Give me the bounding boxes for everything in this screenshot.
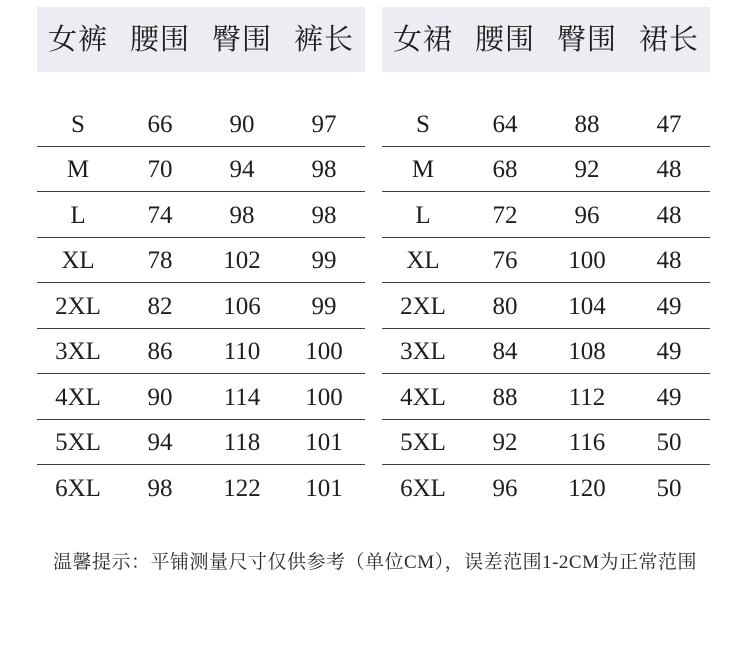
size-table-skirt bbox=[382, 7, 710, 511]
table-cell: 80 bbox=[492, 292, 518, 320]
table-cell: 48 bbox=[656, 201, 682, 229]
table-cell: 49 bbox=[656, 338, 682, 366]
table-cell: 74 bbox=[147, 201, 173, 229]
table-cell: M bbox=[66, 156, 90, 184]
header-cell: 腰围 bbox=[474, 24, 535, 56]
measurement-note: 温馨提示：平铺测量尺寸仅供参考（单位CM），误差范围1-2CM为正常范围 bbox=[53, 551, 697, 573]
table-cell: 100 bbox=[568, 247, 606, 275]
table-cell: 68 bbox=[492, 156, 518, 184]
table-row bbox=[382, 374, 710, 420]
table-cell: 4XL bbox=[55, 383, 101, 411]
table-cell: 76 bbox=[492, 247, 518, 275]
table-cell: 92 bbox=[492, 429, 518, 457]
header-cell: 臀围 bbox=[556, 24, 617, 56]
table-cell: 4XL bbox=[400, 383, 446, 411]
table-cell: S bbox=[71, 110, 85, 138]
header-cell: 裙长 bbox=[638, 24, 699, 56]
table-row bbox=[382, 101, 710, 147]
table-cell: 96 bbox=[492, 475, 518, 503]
table-row bbox=[37, 101, 365, 147]
header-cell: 女裙 bbox=[392, 24, 453, 56]
table-cell: 2XL bbox=[400, 292, 446, 320]
table-cell: 100 bbox=[305, 383, 343, 411]
table-cell: 3XL bbox=[55, 338, 101, 366]
table-cell: 90 bbox=[229, 110, 255, 138]
table-cell: 82 bbox=[147, 292, 173, 320]
table-row bbox=[382, 329, 710, 375]
table-row bbox=[37, 420, 365, 466]
table-cell: 98 bbox=[147, 475, 173, 503]
table-cell: 120 bbox=[568, 475, 606, 503]
table-cell: 94 bbox=[229, 156, 255, 184]
header-cell: 腰围 bbox=[129, 24, 190, 56]
table-body-pants bbox=[37, 101, 365, 511]
table-cell: 88 bbox=[492, 383, 518, 411]
table-cell: 49 bbox=[656, 292, 682, 320]
size-table-pants bbox=[37, 7, 365, 511]
table-cell: M bbox=[411, 156, 435, 184]
table-row bbox=[37, 329, 365, 375]
header-cell: 裤长 bbox=[293, 24, 354, 56]
table-cell: 64 bbox=[492, 110, 518, 138]
table-cell: 99 bbox=[311, 247, 337, 275]
table-cell: 96 bbox=[574, 201, 600, 229]
table-cell: XL bbox=[61, 247, 95, 275]
table-cell: L bbox=[415, 201, 431, 229]
table-cell: 88 bbox=[574, 110, 600, 138]
table-row bbox=[37, 374, 365, 420]
table-cell: 48 bbox=[656, 156, 682, 184]
table-cell: 118 bbox=[223, 429, 261, 457]
table-cell: 102 bbox=[223, 247, 261, 275]
table-cell: 50 bbox=[656, 475, 682, 503]
table-cell: 94 bbox=[147, 429, 173, 457]
table-cell: 47 bbox=[656, 110, 682, 138]
table-cell: 90 bbox=[147, 383, 173, 411]
table-row bbox=[382, 238, 710, 284]
table-cell: 6XL bbox=[55, 475, 101, 503]
table-cell: 106 bbox=[223, 292, 261, 320]
table-cell: 112 bbox=[568, 383, 606, 411]
table-cell: 6XL bbox=[400, 475, 446, 503]
header-cell: 女裤 bbox=[47, 24, 108, 56]
table-cell: 3XL bbox=[400, 338, 446, 366]
table-cell: 66 bbox=[147, 110, 173, 138]
table-cell: 101 bbox=[305, 429, 343, 457]
table-cell: 50 bbox=[656, 429, 682, 457]
table-cell: 86 bbox=[147, 338, 173, 366]
table-cell: 5XL bbox=[400, 429, 446, 457]
table-row bbox=[382, 465, 710, 511]
table-row bbox=[37, 192, 365, 238]
table-body-skirt bbox=[382, 101, 710, 511]
table-row bbox=[382, 283, 710, 329]
table-row bbox=[382, 420, 710, 466]
table-cell: S bbox=[416, 110, 430, 138]
table-cell: 114 bbox=[223, 383, 261, 411]
table-row bbox=[382, 192, 710, 238]
table-cell: 84 bbox=[492, 338, 518, 366]
table-cell: 97 bbox=[311, 110, 337, 138]
table-cell: 122 bbox=[223, 475, 261, 503]
table-cell: 104 bbox=[568, 292, 606, 320]
table-row bbox=[37, 283, 365, 329]
table-cell: L bbox=[70, 201, 86, 229]
table-row bbox=[37, 238, 365, 284]
header-cell: 臀围 bbox=[211, 24, 272, 56]
table-cell: 49 bbox=[656, 383, 682, 411]
table-cell: 110 bbox=[223, 338, 261, 366]
table-cell: 101 bbox=[305, 475, 343, 503]
table-cell: 5XL bbox=[55, 429, 101, 457]
table-row bbox=[37, 147, 365, 193]
table-cell: 98 bbox=[229, 201, 255, 229]
table-cell: 99 bbox=[311, 292, 337, 320]
table-cell: 78 bbox=[147, 247, 173, 275]
table-cell: 92 bbox=[574, 156, 600, 184]
table-cell: 116 bbox=[568, 429, 606, 457]
table-cell: 2XL bbox=[55, 292, 101, 320]
table-row bbox=[37, 465, 365, 511]
table-cell: 48 bbox=[656, 247, 682, 275]
table-cell: 98 bbox=[311, 201, 337, 229]
table-cell: 70 bbox=[147, 156, 173, 184]
table-header-pants bbox=[37, 7, 365, 72]
table-row bbox=[382, 147, 710, 193]
table-cell: 108 bbox=[568, 338, 606, 366]
table-cell: 98 bbox=[311, 156, 337, 184]
table-cell: XL bbox=[406, 247, 440, 275]
table-header-skirt bbox=[382, 7, 710, 72]
table-cell: 72 bbox=[492, 201, 518, 229]
table-cell: 100 bbox=[305, 338, 343, 366]
